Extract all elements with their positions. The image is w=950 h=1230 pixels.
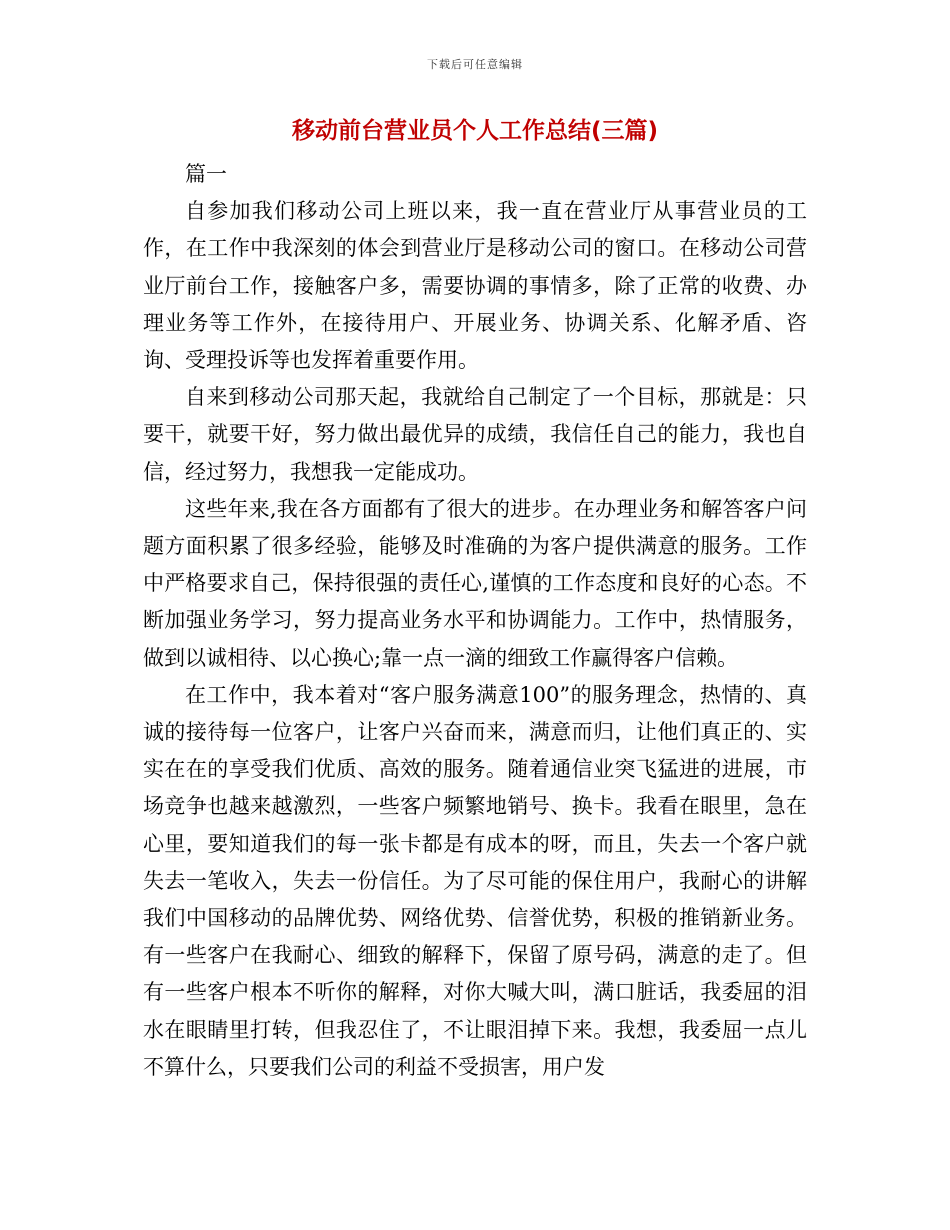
paragraph: 自参加我们移动公司上班以来，我一直在营业厅从事营业员的工作，在工作中我深刻的体会到营业厅是移动公司的窗口。在移动公司营业厅前台工作，接触客户多，需要协调的事情多，除了正常的收费、办理业务等工作外，在接待用户、开展业务、协调关系、化解矛盾、咨询、受理投诉等也发挥着重要作用。 [143,199,807,373]
document-title: 移动前台营业员个人工作总结(三篇) [291,118,659,144]
section-label: 篇一 [185,162,227,186]
paragraph: 自来到移动公司那天起，我就给自己制定了一个目标，那就是：只要干，就要干好，努力做出最优异的成绩，我信任自己的能力，我也自信，经过努力，我想我一定能成功。 [143,385,807,484]
document-body [143,156,807,1086]
paragraph: 这些年来,我在各方面都有了很大的进步。在办理业务和解答客户问题方面积累了很多经验，能够及时准确的为客户提供满意的服务。工作中严格要求自己，保持很强的责任心,谨慎的工作态度和良好的心态。不断加强业务学习，努力提高业务水平和协调能力。工作中，热情服务，做到以诚相待、以心换心;靠一点一滴的细致工作赢得客户信赖。 [143,496,807,670]
paragraph: 在工作中，我本着对“客户服务满意100”的服务理念，热情的、真诚的接待每一位客户，让客户兴奋而来，满意而归，让他们真正的、实实在在的享受我们优质、高效的服务。随着通信业突飞猛进的进展，市场竞争也越来越激烈，一些客户频繁地销号、换卡。我看在眼里，急在心里，要知道我们的每一张卡都是有成本的呀，而且，失去一个客户就失去一笔收入，失去一份信任。为了尽可能的保住用户，我耐心的讲解我们中国移动的品牌优势、网络优势、信誉优势，积极的推销新业务。有一些客户在我耐心、细致的解释下，保留了原号码，满意的走了。但有一些客户根本不听你的解释，对你大喊大叫，满口脏话，我委屈的泪水在眼睛里打转，但我忍住了，不让眼泪掉下来。我想，我委屈一点儿不算什么，只要我们公司的利益不受损害，用户发 [143,682,807,1079]
header-note: 下载后可任意编辑 [427,58,523,71]
